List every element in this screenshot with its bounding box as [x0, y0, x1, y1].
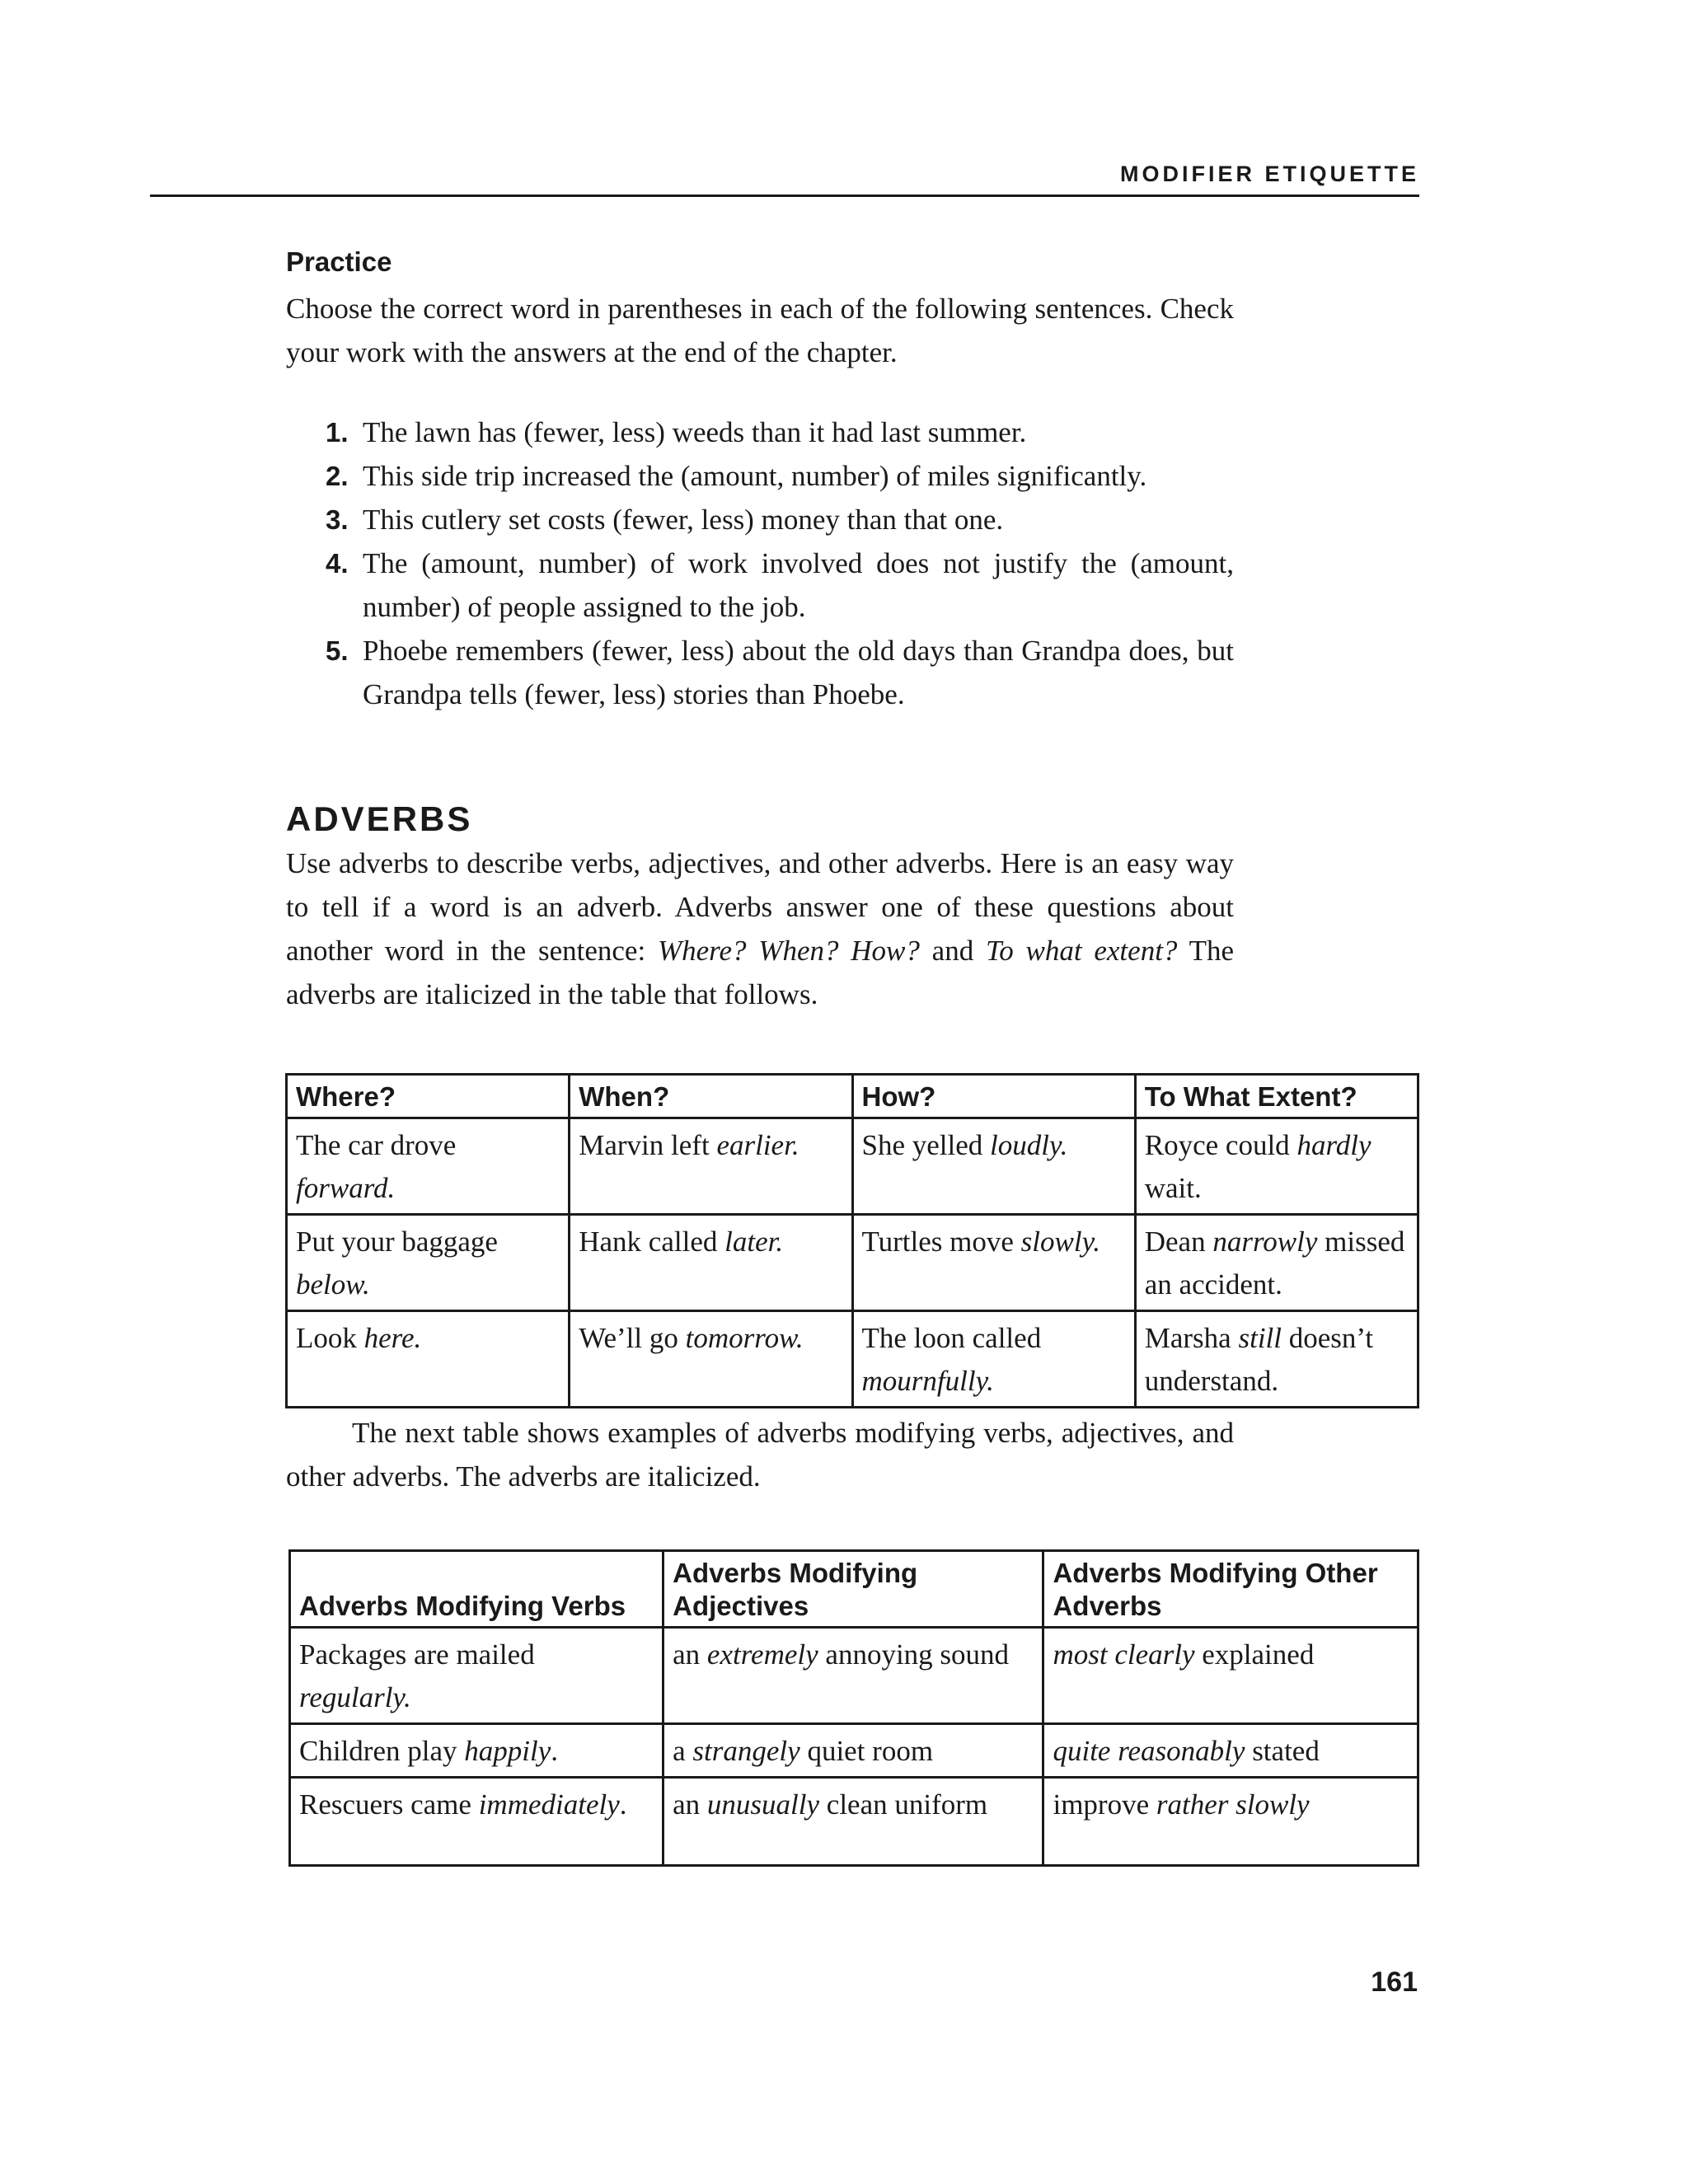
adverb: happily [464, 1735, 551, 1767]
table-row [290, 1724, 1418, 1778]
adverb: later. [724, 1226, 784, 1258]
cell-text: doesn’t understand. [1144, 1322, 1374, 1397]
item-text: This side trip increased the (amount, number) of miles significantly. [363, 460, 1147, 492]
adverb: mournfully. [861, 1365, 994, 1397]
table-cell [1043, 1628, 1418, 1724]
adverb-questions-table [285, 1073, 1419, 1408]
cell-text: The loon called [861, 1322, 1042, 1354]
cell-text: missed an accident. [1144, 1226, 1405, 1301]
cell-text: wait. [1144, 1172, 1202, 1204]
cell-text: Rescuers came [299, 1788, 479, 1821]
adverb: still [1238, 1322, 1282, 1354]
table-cell [570, 1215, 852, 1311]
table-header-row [287, 1075, 1418, 1118]
column-header: When? [570, 1075, 852, 1118]
table-cell [1135, 1311, 1418, 1408]
cell-text: annoying sound [818, 1638, 1010, 1671]
table-row [287, 1215, 1418, 1311]
table-cell [290, 1724, 663, 1778]
table-cell [290, 1778, 663, 1866]
cell-text: explained [1194, 1638, 1315, 1671]
table-cell [287, 1311, 570, 1408]
adverb: unusually [706, 1788, 820, 1821]
table-cell [663, 1778, 1043, 1866]
table-row [290, 1628, 1418, 1724]
adverb: quite reasonably [1053, 1735, 1245, 1767]
cell-text: clean uniform [819, 1788, 988, 1821]
intro-questions: Where? When? How? [657, 935, 920, 967]
table-row [290, 1778, 1418, 1866]
column-header: How? [852, 1075, 1135, 1118]
table-cell [852, 1311, 1135, 1408]
cell-text: She yelled [861, 1129, 991, 1161]
adverb: extremely [706, 1638, 818, 1671]
cell-text: Put your baggage [296, 1226, 498, 1258]
cell-text: Look [296, 1322, 364, 1354]
table-cell [1135, 1118, 1418, 1215]
adverb: regularly. [299, 1681, 411, 1713]
cell-text: quiet room [799, 1735, 934, 1767]
cell-text: Turtles move [861, 1226, 1021, 1258]
running-head: MODIFIER ETIQUETTE [1119, 162, 1419, 186]
item-number: 5. [326, 635, 349, 666]
list-item [326, 541, 1234, 629]
adverb: here. [363, 1322, 422, 1354]
adverb: strangely [692, 1735, 800, 1767]
list-item [326, 498, 1234, 541]
cell-text: The car drove [296, 1129, 457, 1161]
table-cell [570, 1118, 852, 1215]
cell-text: Dean [1144, 1226, 1213, 1258]
cell-text: improve [1053, 1788, 1156, 1821]
table-cell [663, 1628, 1043, 1724]
column-header: Adverbs Modifying Verbs [290, 1551, 663, 1628]
table-row [287, 1118, 1418, 1215]
adverb: rather slowly [1156, 1788, 1310, 1821]
table-cell [663, 1724, 1043, 1778]
table-cell [852, 1118, 1135, 1215]
table-row [287, 1311, 1418, 1408]
cell-text: Packages are mailed [299, 1638, 535, 1671]
page-number: 161 [1371, 1966, 1418, 1998]
list-item [326, 629, 1234, 716]
intro-text: Use adverbs to describe verbs, adjectives, and other adverbs. Here is an easy way to tell if a word is an adverb. Adverbs answer one of these questions about another word in the sentence: [286, 847, 1234, 967]
column-header: To What Extent? [1135, 1075, 1418, 1118]
item-number: 4. [326, 548, 349, 579]
adverb: narrowly [1212, 1226, 1318, 1258]
cell-text: a [673, 1735, 693, 1767]
practice-list [326, 410, 1234, 716]
cell-text: Marvin left [579, 1129, 717, 1161]
item-text: Phoebe remembers (fewer, less) about the old days than Grandpa does, but Grandpa tells (fewer, less) stories than Phoebe. [363, 635, 1234, 710]
item-number: 1. [326, 417, 349, 448]
cell-text: We’ll go [579, 1322, 686, 1354]
adverb: slowly. [1020, 1226, 1100, 1258]
adverb: most clearly [1053, 1638, 1195, 1671]
practice-intro: Choose the correct word in parentheses in each of the following sentences. Check your work with the answers at the end of the chapter. [286, 293, 1234, 368]
adverbs-modifying-table [288, 1549, 1419, 1867]
cell-text: . [619, 1788, 627, 1821]
list-item [326, 410, 1234, 454]
cell-text: an [673, 1788, 707, 1821]
adverb: loudly. [990, 1129, 1068, 1161]
cell-text: Hank called [579, 1226, 725, 1258]
adverb: hardly [1296, 1129, 1372, 1161]
column-header: Adverbs Modifying Other Adverbs [1043, 1551, 1418, 1628]
adverb: below. [296, 1268, 370, 1301]
adverb: immediately [478, 1788, 620, 1821]
adverb: tomorrow. [685, 1322, 804, 1354]
next-table-intro [286, 1411, 1234, 1498]
column-header: Adverbs Modifying Adjectives [663, 1551, 1043, 1628]
table-cell [1135, 1215, 1418, 1311]
table-cell [290, 1628, 663, 1724]
adverb: forward. [296, 1172, 396, 1204]
table-cell [287, 1118, 570, 1215]
section-heading-adverbs: ADVERBS [286, 799, 473, 838]
item-text: The lawn has (fewer, less) weeds than it had last summer. [363, 416, 1027, 448]
item-text: This cutlery set costs (fewer, less) money than that one. [363, 504, 1004, 536]
table-cell [570, 1311, 852, 1408]
cell-text: . [551, 1735, 558, 1767]
adverbs-intro [286, 841, 1234, 1016]
practice-title: Practice [286, 246, 392, 277]
cell-text: stated [1245, 1735, 1320, 1767]
table-header-row [290, 1551, 1418, 1628]
cell-text: an [673, 1638, 707, 1671]
cell-text: Marsha [1144, 1322, 1239, 1354]
table-cell [1043, 1778, 1418, 1866]
intro-question-extent: To what extent? [985, 935, 1178, 967]
table-cell [287, 1215, 570, 1311]
item-text: The (amount, number) of work involved does not justify the (amount, number) of people assigned to the job. [363, 547, 1234, 623]
intro-text: and [919, 935, 986, 967]
cell-text: Royce could [1144, 1129, 1297, 1161]
table-cell [852, 1215, 1135, 1311]
header-rule [150, 194, 1419, 197]
item-number: 3. [326, 504, 349, 535]
intro-text: The adverbs are italicized in the table that follows. [286, 935, 1234, 1010]
item-number: 2. [326, 461, 349, 491]
table-cell [1043, 1724, 1418, 1778]
cell-text: Children play [299, 1735, 465, 1767]
main-content [286, 246, 1234, 1016]
list-item [326, 454, 1234, 498]
column-header: Where? [287, 1075, 570, 1118]
next-table-paragraph: The next table shows examples of adverbs modifying verbs, adjectives, and other adverbs. The adverbs are italicized. [286, 1417, 1234, 1493]
adverb: earlier. [716, 1129, 799, 1161]
